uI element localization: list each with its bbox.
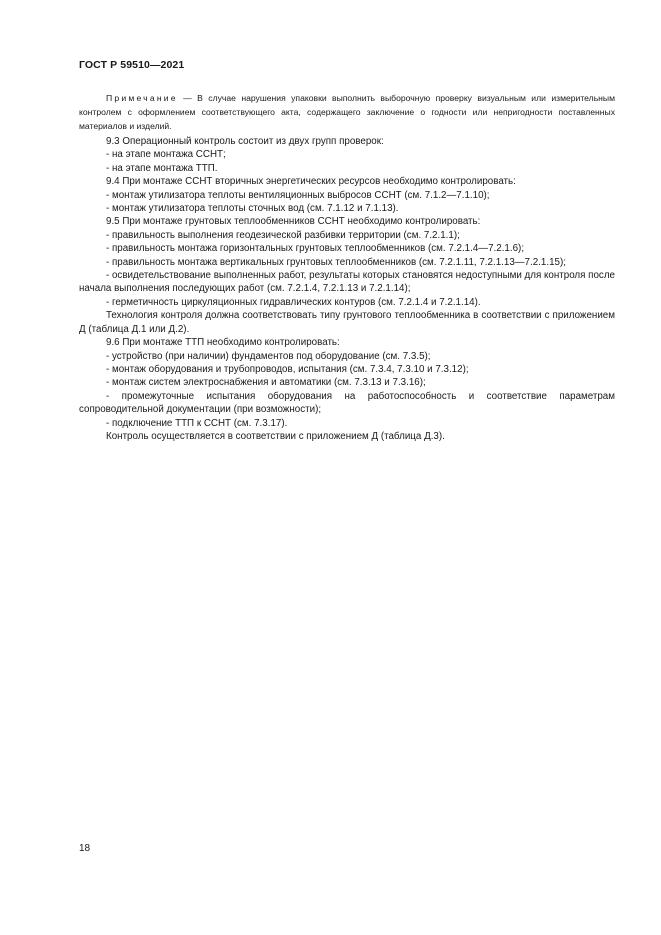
- list-item: - устройство (при наличии) фундаментов под оборудование (см. 7.3.5);: [106, 350, 431, 362]
- main-body: [79, 135, 615, 443]
- list-item: - подключение ТТП к ССНТ (см. 7.3.17).: [106, 417, 288, 429]
- paragraph: Технология контроля должна соответствовать типу грунтового теплообменника в соответствии с приложением Д (таблица Д.1 или Д.2).: [79, 310, 615, 335]
- paragraph: 9.6 При монтаже ТТП необходимо контролировать:: [106, 337, 340, 349]
- list-item: - правильность монтажа вертикальных грунтовых теплообменников (см. 7.2.1.11, 7.2.1.13—7.2.1.15);: [106, 256, 566, 268]
- list-item: - на этапе монтажа ССНТ;: [106, 149, 226, 161]
- list-item: - правильность монтажа горизонтальных грунтовых теплообменников (см. 7.2.1.4—7.2.1.6);: [106, 243, 525, 255]
- list-item: - промежуточные испытания оборудования на работоспособность и соответствие параметрам сопроводительной документации (при возможности);: [79, 390, 615, 416]
- list-item: - монтаж утилизатора теплоты сточных вод (см. 7.1.12 и 7.1.13).: [106, 203, 399, 215]
- paragraph: 9.3 Операционный контроль состоит из двух групп проверок:: [106, 136, 384, 147]
- list-item: - герметичность циркуляционных гидравлических контуров (см. 7.2.1.4 и 7.2.1.14).: [106, 296, 481, 308]
- paragraph: 9.5 При монтаже грунтовых теплообменников ССНТ необходимо контролировать:: [106, 216, 481, 228]
- note-label: Примечание: [106, 93, 178, 103]
- paragraph: 9.4 При монтаже ССНТ вторичных энергетических ресурсов необходимо контролировать:: [106, 176, 516, 188]
- list-item: - монтаж оборудования и трубопроводов, испытания (см. 7.3.4, 7.3.10 и 7.3.12);: [106, 363, 469, 375]
- note-text: — В случае нарушения упаковки выполнить выборочную проверку визуальным или измерительным контролем с оформлением соответствующего акта, содержащего заключение о годности или непригодности поставленных материалов и изделий.: [79, 93, 615, 132]
- list-item: - правильность выполнения геодезической разбивки территории (см. 7.2.1.1);: [106, 229, 460, 241]
- document-header: ГОСТ Р 59510—2021: [79, 59, 185, 71]
- list-item: - монтаж систем электроснабжения и автоматики (см. 7.3.13 и 7.3.16);: [106, 377, 426, 389]
- paragraph: Контроль осуществляется в соответствии с приложением Д (таблица Д.3).: [106, 430, 445, 442]
- list-item: - освидетельствование выполненных работ, результаты которых становятся недоступными для контроля после начала выполнения последующих работ (см. 7.2.1.4, 7.2.1.13 и 7.2.1.14);: [79, 270, 615, 295]
- list-item: - монтаж утилизатора теплоты вентиляционных выбросов ССНТ (см. 7.1.2—7.1.10);: [106, 189, 490, 201]
- list-item: - на этапе монтажа ТТП.: [106, 162, 218, 174]
- page-number: 18: [79, 843, 91, 854]
- note-block: [79, 91, 615, 133]
